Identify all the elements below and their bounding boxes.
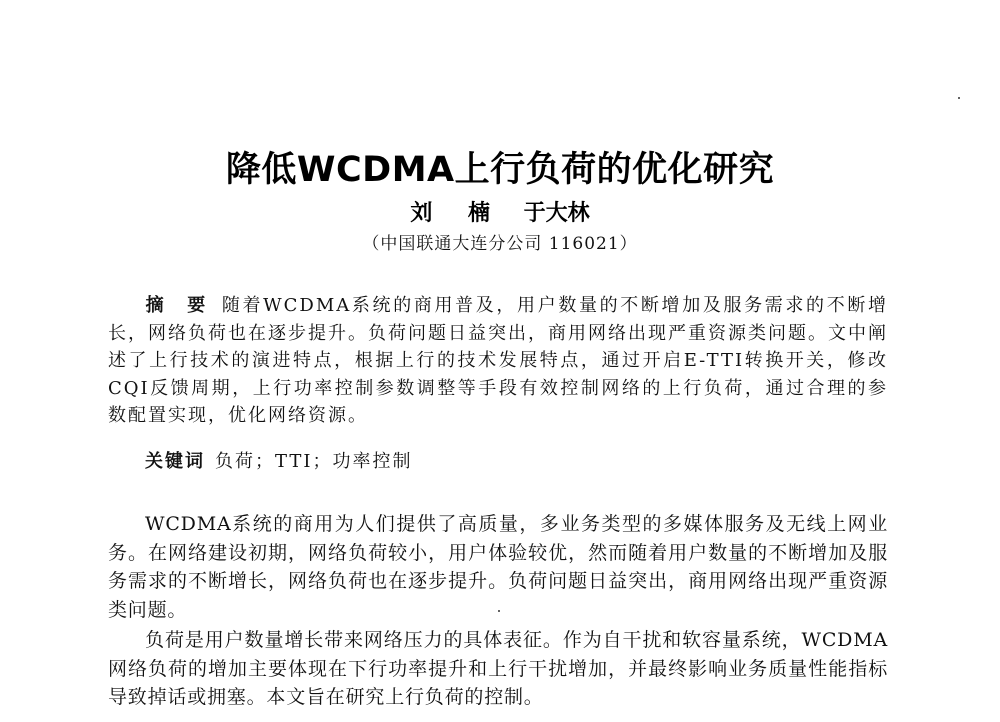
- abstract-label: 摘 要: [145, 295, 214, 316]
- keywords-label: 关键词: [145, 451, 205, 472]
- paper-title: 降低WCDMA上行负荷的优化研究: [225, 150, 775, 190]
- body-paragraph-text: 负荷是用户数量增长带来网络压力的具体表征。作为自干扰和软容量系统，WCDMA网络负荷的增加主要体现在下行功率提升和上行干扰增加，并最终影响业务质量性能指标导致掉话或拥塞。本文旨在研究上行负荷的控制。: [108, 629, 888, 708]
- abstract: [108, 292, 888, 430]
- author-line: [0, 196, 1000, 227]
- scan-speck: [958, 97, 960, 99]
- body-paragraph: [108, 626, 888, 712]
- scan-speck: [498, 610, 500, 612]
- affiliation: （中国联通大连分公司 116021）: [362, 234, 638, 254]
- body-paragraph: [108, 510, 888, 624]
- author-name: 刘 楠: [410, 201, 504, 226]
- author-name: 于大林: [523, 201, 590, 226]
- keywords-text: 负荷；TTI；功率控制: [215, 451, 413, 472]
- body-paragraph-text: WCDMA系统的商用为人们提供了高质量，多业务类型的多媒体服务及无线上网业务。在网络建设初期，网络负荷较小，用户体验较优，然而随着用户数量的不断增加及服务需求的不断增长，网络负荷也在逐步提升。负荷问题日益突出，商用网络出现严重资源类问题。: [108, 513, 888, 621]
- abstract-text: 随着WCDMA系统的商用普及，用户数量的不断增加及服务需求的不断增长，网络负荷也在逐步提升。负荷问题日益突出，商用网络出现严重资源类问题。文中阐述了上行技术的演进特点，根据上行的技术发展特点，通过开启E-TTI转换开关，修改CQI反馈周期，上行功率控制参数调整等手段有效控制网络的上行负荷，通过合理的参数配置实现，优化网络资源。: [108, 295, 888, 426]
- keywords: [108, 448, 888, 476]
